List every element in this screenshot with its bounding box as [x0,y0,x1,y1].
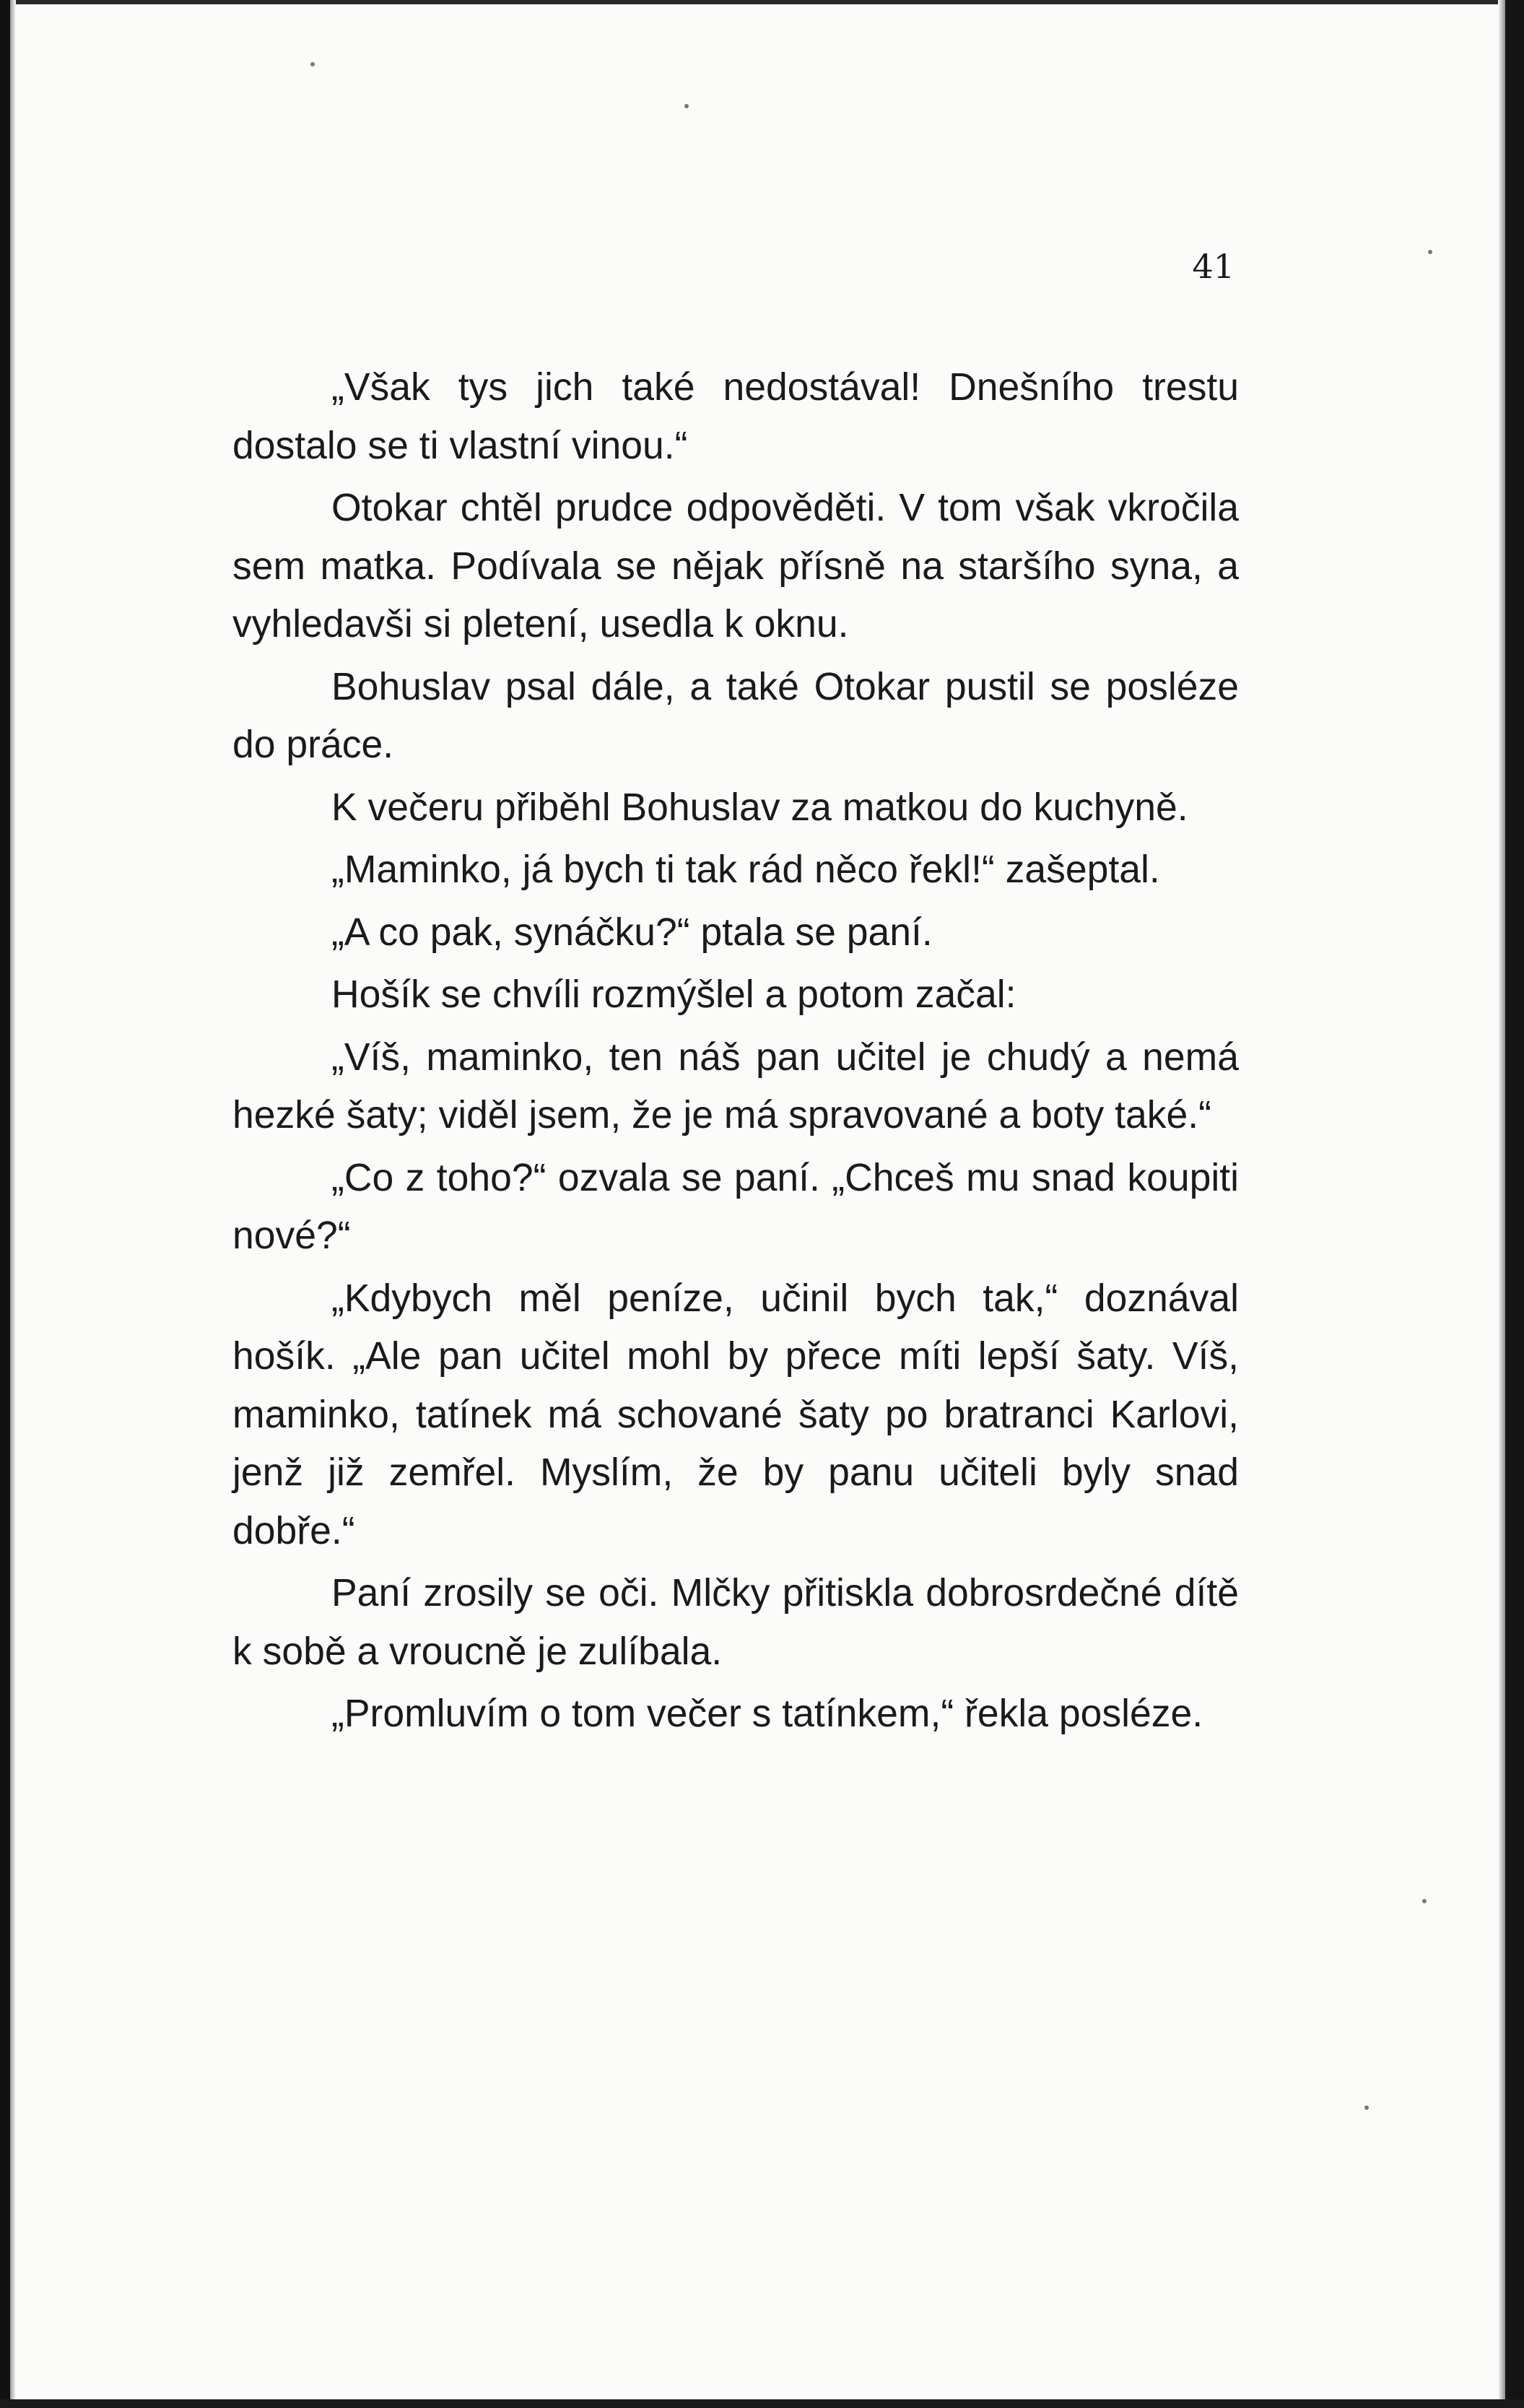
scan-edge-top [0,0,1524,4]
paragraph: Hošík se chvíli rozmýšlel a potom začal: [331,973,1016,1016]
paragraph: „Maminko, já bych ti tak rád něco řekl!“ zašeptal. [331,848,1160,891]
paragraph: Otokar chtěl prudce odpověděti. V tom však vkročila sem matka. Podívala se nějak přísně na staršího syna, a vyhledavši si pletení, usedla k oknu. [232,487,1239,646]
scan-edge-right [1505,0,1524,2408]
scan-edge-right-shadow [1498,0,1505,2408]
scan-speck [1364,2105,1369,2110]
paragraph: „Víš, maminko, ten náš pan učitel je chudý a nemá hezké šaty; viděl jsem, že je má spravované a boty také.“ [232,1035,1239,1136]
scan-edge-left [0,0,10,2408]
paragraph: K večeru přiběhl Bohuslav za matkou do kuchyně. [331,786,1188,829]
scan-speck [1428,250,1432,254]
scan-edge-bottom [0,2399,1524,2408]
paragraph: Bohuslav psal dále, a také Otokar pustil se posléze do práce. [232,665,1239,766]
paragraph: „Však tys jich také nedostával! Dnešního trestu dostalo se ti vlastní vinou.“ [232,366,1239,467]
body-text [232,359,1239,1748]
paragraph: „Promluvím o tom večer s tatínkem,“ řekla posléze. [331,1692,1203,1735]
scan-speck [310,62,315,66]
paragraph: „Kdybych měl peníze, učinil bych tak,“ doznával hošík. „Ale pan učitel mohl by přece míti lepší šaty. Víš, maminko, tatínek má schované šaty po bratranci Karlovi, jenž již zemřel. Myslím, že by panu učiteli byly snad dobře.“ [232,1277,1239,1552]
scan-speck [1422,1899,1427,1903]
paragraph: Paní zrosily se oči. Mlčky přitiskla dobrosrdečné dítě k sobě a vroucně je zulíbala. [232,1572,1239,1673]
scan-edge-left-shadow [10,0,16,2408]
paragraph: „A co pak, synáčku?“ ptala se paní. [331,910,933,954]
paragraph: „Co z toho?“ ozvala se paní. „Chceš mu snad koupiti nové?“ [232,1156,1239,1257]
scan-speck [684,104,689,108]
page-number: 41 [1192,247,1235,286]
